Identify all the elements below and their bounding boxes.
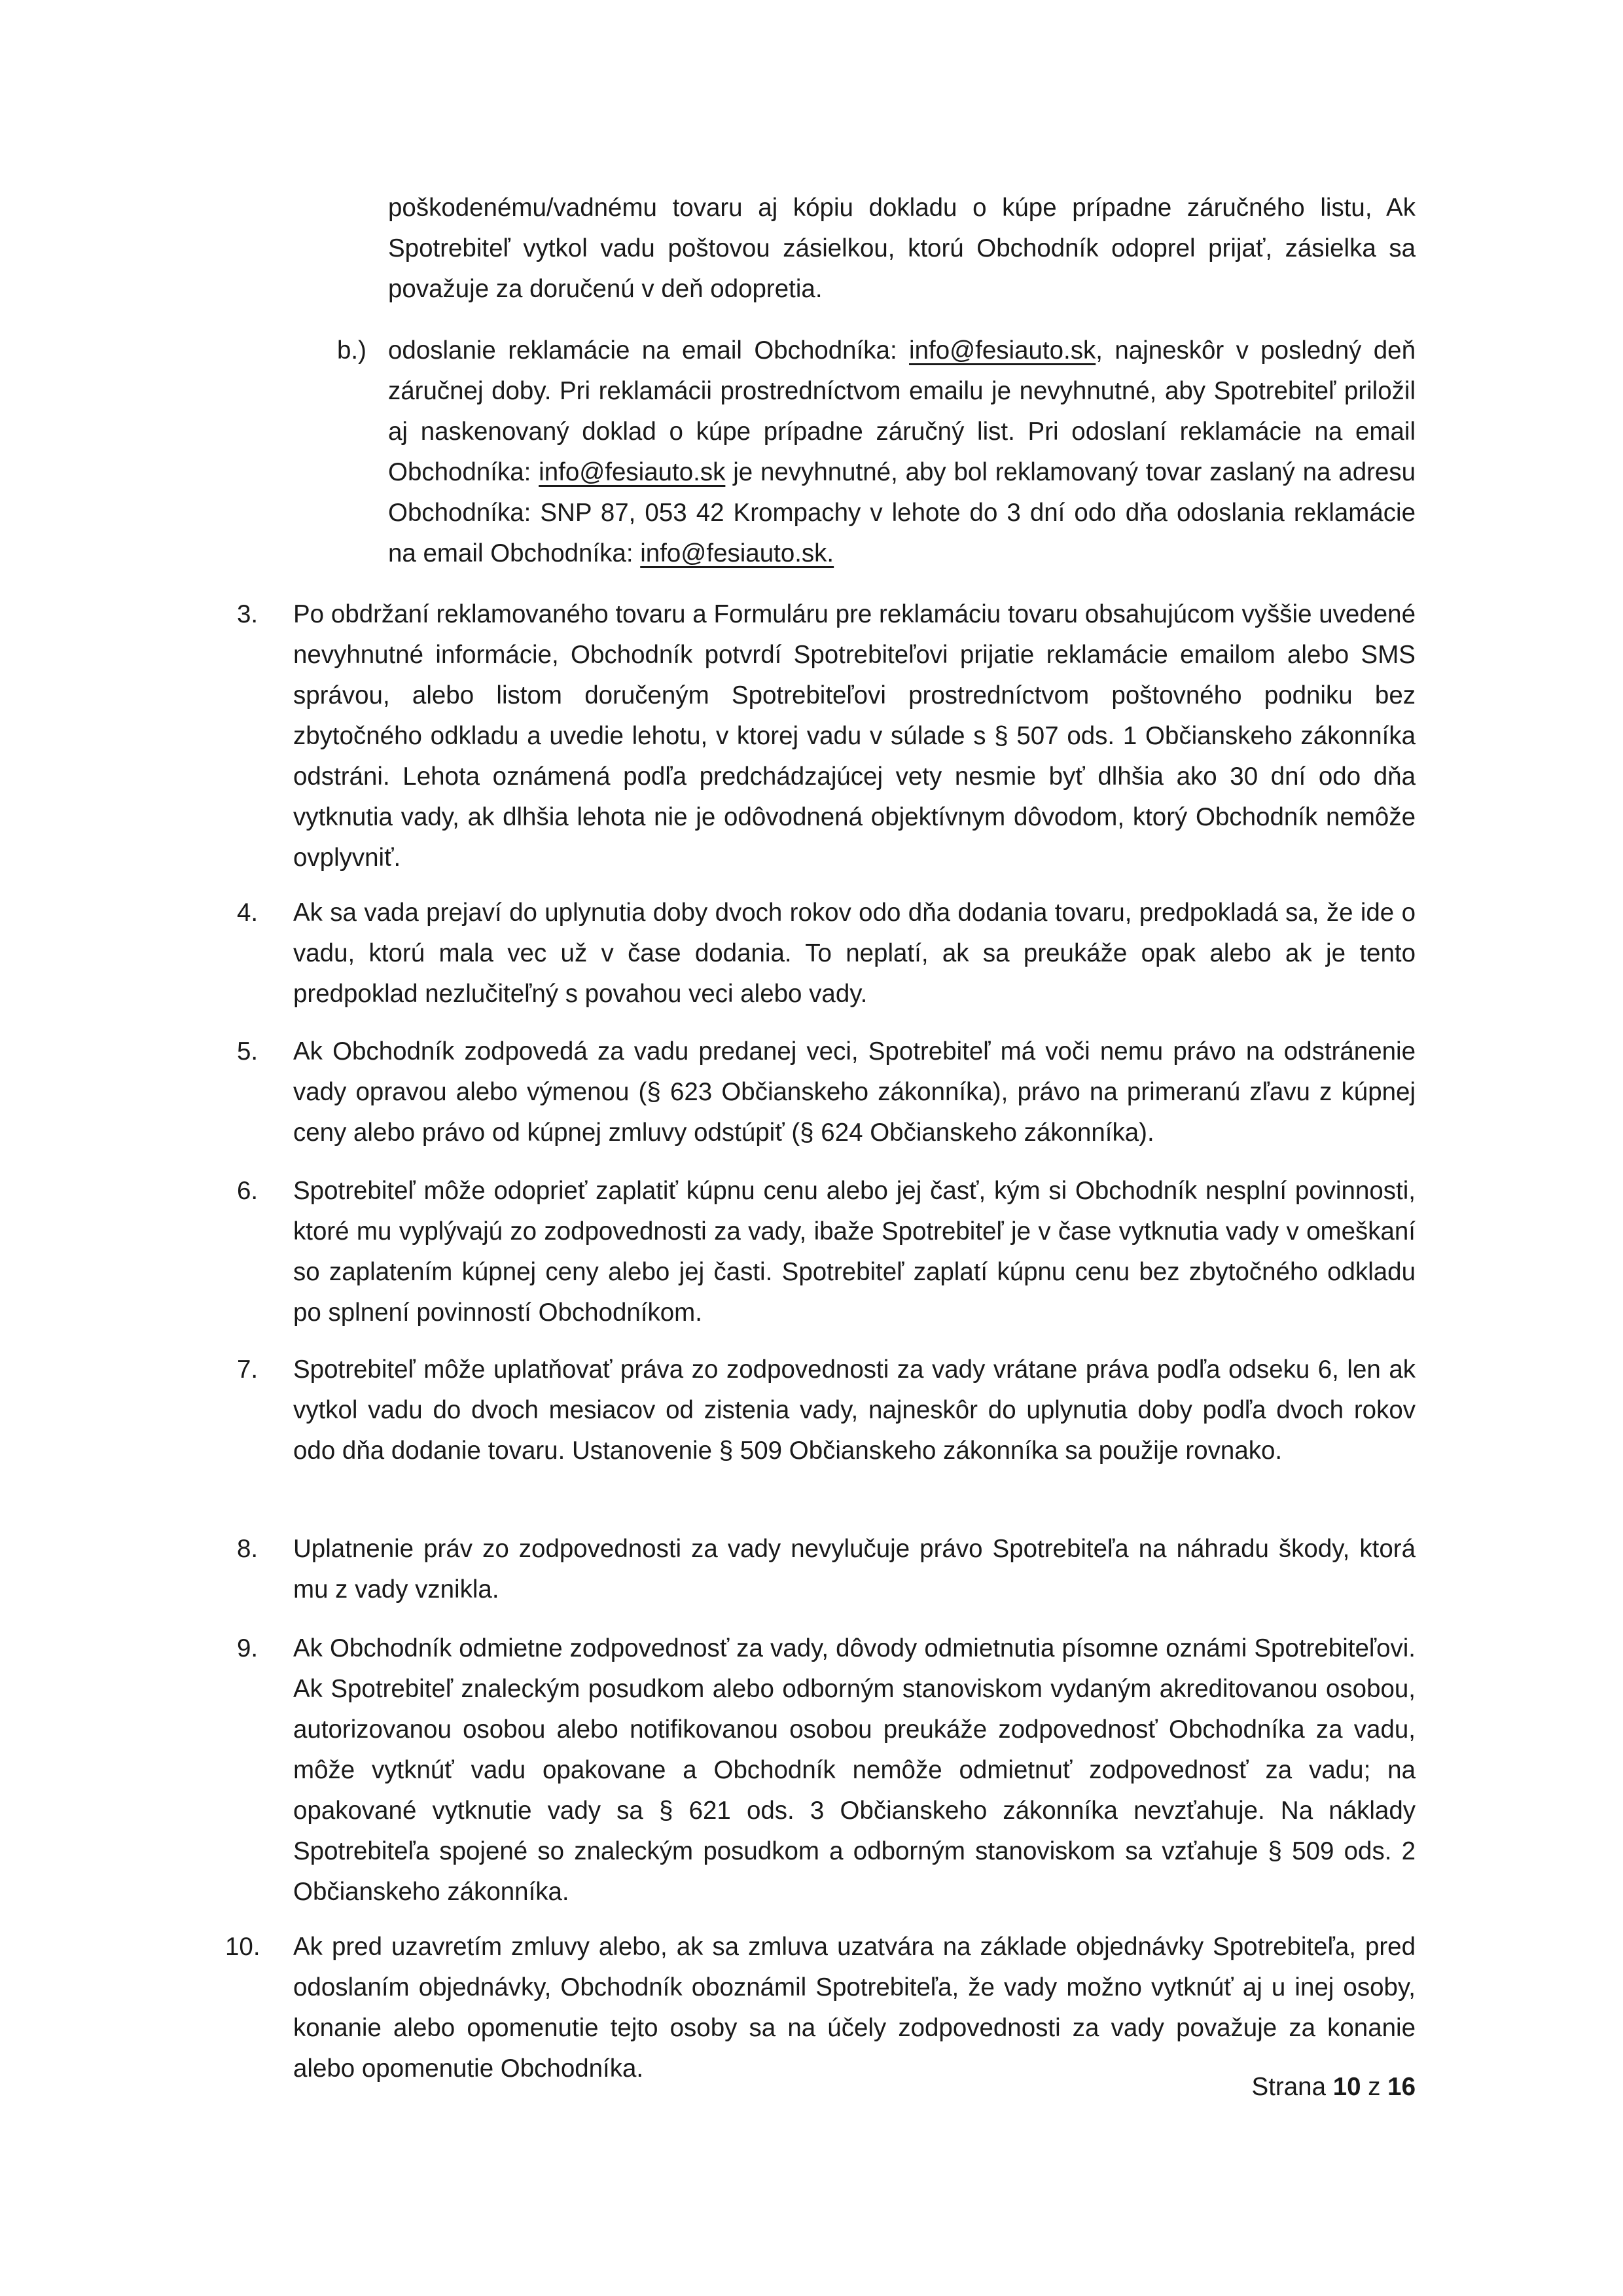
email-link[interactable]: info@fesiauto.sk. (640, 539, 834, 567)
email-link[interactable]: info@fesiauto.sk (539, 458, 726, 486)
continuation-paragraph: poškodenému/vadnému tovaru aj kópiu dokladu o kúpe prípadne záručného listu, Ak Spotrebiteľ vytkol vadu poštovou zásielkou, ktorú Obchodník odoprel prijať, zásielka sa považuje za doručenú v deň odopretia. (388, 194, 1416, 303)
list-item-text: Spotrebiteľ môže odoprieť zaplatiť kúpnu cenu alebo jej časť, kým si Obchodník nesplní povinnosti, ktoré mu vyplývajú zo zodpovednosti za vady, ibaže Spotrebiteľ je v čase vytknutia vady v omeškaní so zaplatením kúpnej ceny alebo jej časti. Spotrebiteľ zaplatí kúpnu cenu bez zbytočného odkladu po splnení povinností Obchodníkom. (293, 1177, 1416, 1327)
list-item-number: 7. (237, 1355, 259, 1384)
email-link[interactable]: info@fesiauto.sk (909, 336, 1096, 365)
list-item-number: 3. (237, 600, 259, 628)
current-page-number: 10 (1332, 2073, 1361, 2101)
page-label: Strana (1251, 2073, 1326, 2101)
list-item-b-text: odoslanie reklamácie na email Obchodníka: info@fesiauto.sk, najneskôr v posledný deň záručnej doby. Pri reklamácii prostredníctvom emailu je nevyhnutné, aby Spotrebiteľ priložil aj naskenovaný doklad o kúpe prípadne záručný list. Pri odoslaní reklamácie na email Obchodníka: info@fesiauto.sk je nevyhnutné, aby bol reklamovaný tovar zaslaný na adresu Obchodníka: SNP 87, 053 42 Krompachy v lehote do 3 dní odo dňa odoslania reklamácie na email Obchodníka: info@fesiauto.sk. (388, 336, 1416, 567)
list-item-number: 6. (237, 1177, 259, 1205)
list-item-number: 8. (237, 1535, 259, 1563)
list-item-text: Ak pred uzavretím zmluvy alebo, ak sa zmluva uzatvára na základe objednávky Spotrebiteľa, pred odoslaním objednávky, Obchodník oboznámil Spotrebiteľa, že vady možno vytknúť aj u inej osoby, konanie alebo opomenutie tejto osoby sa na účely zodpovednosti za vady považuje za konanie alebo opomenutie Obchodníka. (293, 1933, 1416, 2083)
list-item-b-label: b.) (337, 336, 366, 365)
list-item-number: 5. (237, 1037, 259, 1066)
list-item-number: 10. (225, 1933, 260, 1961)
list-item-number: 4. (237, 899, 259, 927)
total-pages-number: 16 (1387, 2073, 1416, 2101)
page-separator: z (1368, 2073, 1381, 2101)
list-item-text: Spotrebiteľ môže uplatňovať práva zo zodpovednosti za vady vrátane práva podľa odseku 6, len ak vytkol vadu do dvoch mesiacov od zistenia vady, najneskôr do uplynutia doby podľa dvoch rokov odo dňa dodanie tovaru. Ustanovenie § 509 Občianskeho zákonníka sa použije rovnako. (293, 1355, 1416, 1465)
list-item-text: Uplatnenie práv zo zodpovednosti za vady nevylučuje právo Spotrebiteľa na náhradu škody, ktorá mu z vady vznikla. (293, 1535, 1416, 1604)
list-item-text: Po obdržaní reklamovaného tovaru a Formuláru pre reklamáciu tovaru obsahujúcom vyššie uvedené nevyhnutné informácie, Obchodník potvrdí Spotrebiteľovi prijatie reklamácie emailom alebo SMS správou, alebo listom doručeným Spotrebiteľovi prostredníctvom poštovného podniku bez zbytočného odkladu a uvedie lehotu, v ktorej vadu v súlade s § 507 ods. 1 Občianskeho zákonníka odstráni. Lehota oznámená podľa predchádzajúcej vety nesmie byť dlhšia ako 30 dní odo dňa vytknutia vady, ak dlhšia lehota nie je odôvodnená objektívnym dôvodom, ktorý Obchodník nemôže ovplyvniť. (293, 600, 1416, 872)
list-item-text: Ak Obchodník odmietne zodpovednosť za vady, dôvody odmietnutia písomne oznámi Spotrebiteľovi. Ak Spotrebiteľ znaleckým posudkom alebo odborným stanoviskom vydaným akreditovanou osobou, autorizovanou osobou alebo notifikovanou osobou preukáže zodpovednosť Obchodníka za vadu, môže vytknúť vadu opakovane a Obchodník nemôže odmietnuť zodpovednosť za vadu; na opakované vytknutie vady sa § 621 ods. 3 Občianskeho zákonníka nevzťahuje. Na náklady Spotrebiteľa spojené so znaleckým posudkom a odborným stanoviskom sa vzťahuje § 509 ods. 2 Občianskeho zákonníka. (293, 1634, 1416, 1906)
list-item-number: 9. (237, 1634, 259, 1662)
page-footer (1252, 2067, 1416, 2108)
list-item-text: Ak sa vada prejaví do uplynutia doby dvoch rokov odo dňa dodania tovaru, predpokladá sa, že ide o vadu, ktorú mala vec už v čase dodania. To neplatí, ak sa preukáže opak alebo ak je tento predpoklad nezlučiteľný s povahou veci alebo vady. (293, 899, 1416, 1008)
list-item-text: Ak Obchodník zodpovedá za vadu predanej veci, Spotrebiteľ má voči nemu právo na odstránenie vady opravou alebo výmenou (§ 623 Občianskeho zákonníka), právo na primeranú zľavu z kúpnej ceny alebo právo od kúpnej zmluvy odstúpiť (§ 624 Občianskeho zákonníka). (293, 1037, 1416, 1147)
